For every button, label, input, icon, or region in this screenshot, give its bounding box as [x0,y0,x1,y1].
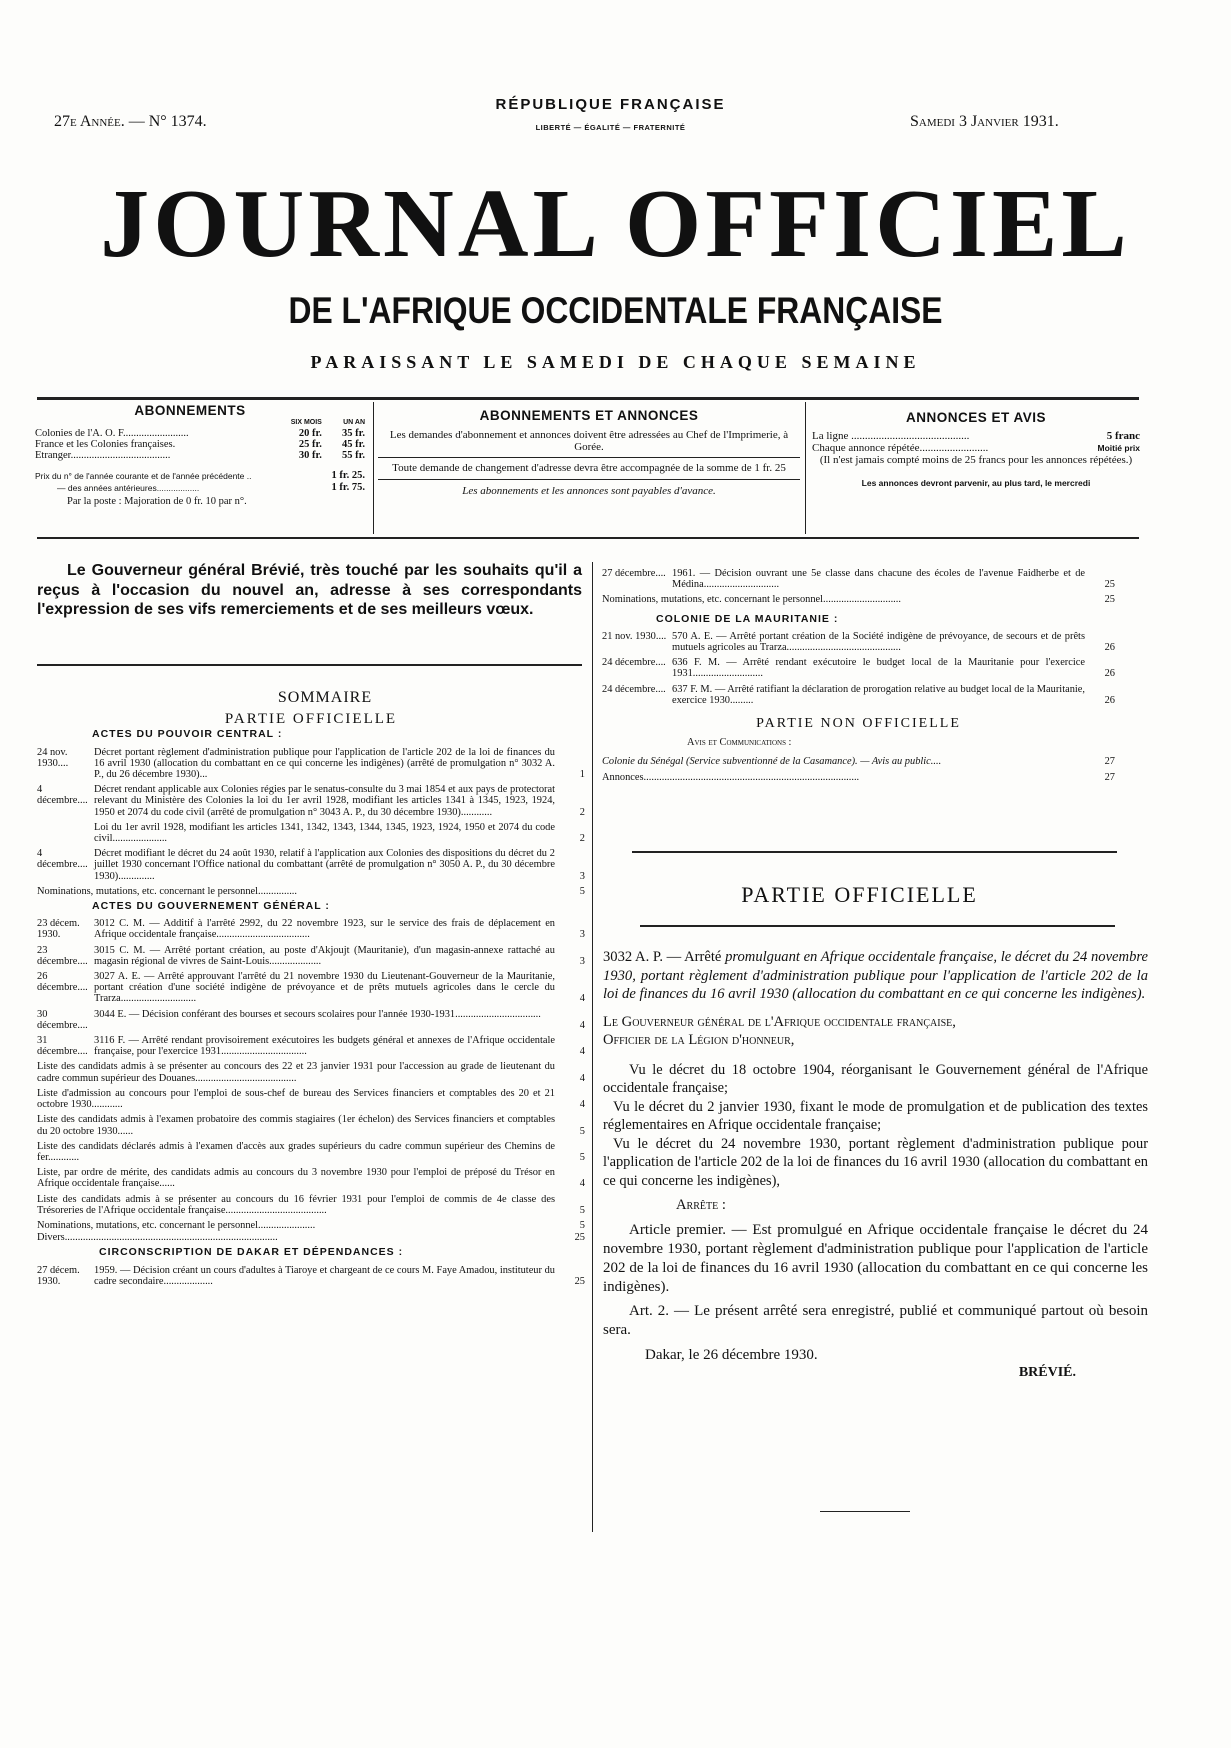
ad-deadline: Les annonces devront parvenir, au plus tard, le mercredi [861,478,1091,488]
price-current-label: Prix du n° de l'année courante et de l'année précédente .. [35,471,252,481]
minimum-note: (Il n'est jamais compté moins de 25 francs pour les annonces répétées.) [819,454,1133,466]
issue-date: Samedi 3 Janvier 1931. [910,113,1059,130]
list-item: Nominations, mutations, etc. concernant le personnel............... 5 [37,885,585,897]
line-price-label: La ligne ........................................... [812,430,970,442]
list-item: 27 décem. 1930. 1959. — Décision créant un cours d'adultes à Tiaroye et chargeant de ce cours M. Faye Amadou, instituteur du cadre secondaire................... 25 [37,1264,585,1287]
article-1: Article premier. — Est promulgué en Afrique occidentale française le décret du 24 novembre 1930, portant règlement d'administration publique pour l'application de l'article 202 de la loi de finances du 16 avril 1930 (allocation du combattant en ce qui concerne les indigènes). [603,1221,1148,1295]
abonnements-title: ABONNEMENTS [134,403,246,418]
greeting-rule [37,664,582,666]
new-year-greeting: Le Gouverneur général Brévié, très touché par les souhaits qu'il a reçus à l'occasion du nouvel an, adresse à ses correspondants l'expression de ses vifs remerciements et de ses meilleurs vœux. [37,562,582,618]
publication-frequency: PARAISSANT LE SAMEDI DE CHAQUE SEMAINE [310,352,921,372]
line-price-value: 5 franc [1106,430,1140,442]
annonces-avis-column [812,412,1140,540]
list-item: Liste des candidats admis à se présenter au concours du 16 février 1931 pour l'emploi de commis de 4e classe des Trésoreries de l'Afrique occidentale française....................................... 5 [37,1193,585,1216]
list-item: Loi du 1er avril 1928, modifiant les articles 1341, 1342, 1343, 1344, 1345, 1923, 1924, 1950 et 2074 du code civil..................... 2 [94,821,585,845]
subscription-address-text: Les demandes d'abonnement et annonces doivent être adressées au Chef de l'Imprimerie, à Gorée. [389,429,789,453]
col-one-year: UN AN [343,419,365,426]
col-six-months: SIX MOIS [290,419,322,426]
list-item: 31 décembre.... 3116 F. — Arrêté rendant provisoirement exécutoires les budgets général et annexes de l'Afrique occidentale française, pour l'exercice 1931................................. 4 [37,1035,585,1058]
list-item: Liste des candidats admis à se présenter au concours des 22 et 23 janvier 1931 pour l'accession au grade de lieutenant du cadre commun supérieur des Douanes....................................... 4 [37,1061,585,1084]
address-change-text: Toute demande de changement d'adresse devra être accompagnée de la somme de 1 fr. 25 [392,462,786,474]
motto: LIBERTÉ — ÉGALITÉ — FRATERNITÉ [535,123,686,132]
avis-communications-label: Avis et Communications : [687,737,792,749]
list-item: 24 décembre.... 637 F. M. — Arrêté ratifiant la déclaration de prorogation relative au budget local de la Mauritanie, exercice 1930......... 26 [602,683,1115,706]
subscription-prices-table [35,417,365,461]
issue-number: 27e Année. — N° 1374. [54,113,207,130]
republic-label: RÉPUBLIQUE FRANÇAISE [495,96,726,113]
annonces-avis-title: ANNONCES ET AVIS [905,410,1046,425]
table-row: Colonies de l'A. O. F......................... 20 fr. 35 fr. [35,428,365,439]
closing-rule [820,1511,910,1512]
section-pouvoir-central: ACTES DU POUVOIR CENTRAL : [92,728,283,741]
list-item: Liste, par ordre de mérite, des candidats admis au concours du 3 novembre 1930 pour l'emploi de préposé du Trésor en Afrique occidentale française...... 4 [37,1167,585,1190]
sommaire-left [37,689,585,1291]
journal-title: JOURNAL OFFICIEL [100,170,1131,278]
sommaire-end-rule [632,851,1117,853]
heading-rule [640,925,1115,927]
list-item: 23 décem. 1930. 3012 C. M. — Additif à l'arrêté 2992, du 22 novembre 1923, sur le service des frais de déplacement en Afrique occidentale française.................................... 3 [37,918,585,941]
annonces-inner-rule [378,457,800,458]
abonnements-column [35,405,365,533]
partie-officielle-label: PARTIE OFFICIELLE [224,711,398,728]
list-item: 24 décembre.... 636 F. M. — Arrêté rendant exécutoire le budget local de la Mauritanie pour l'exercice 1931........................... 26 [602,657,1115,680]
arrete-title [603,948,1148,1004]
abonnements-annonces-column [378,410,800,538]
section-mauritanie: COLONIE DE LA MAURITANIE : [656,612,839,625]
list-item: 4 décembre.... Décret rendant applicable aux Colonies régies par le senatus-consulte du 3 mai 1854 et aux pays de protectorat relevant du Ministère des Colonies la loi du 1er avril 1928, modifiant les articles 1341 à 1345, 1923, 1924, 1950 et 2074 du code civil (arrêté de promulgation n° 3043 A. P., du 30 décembre 1930)............ 2 [37,784,585,818]
arrete-reference: 3032 A. P. — Arrêté [603,949,722,965]
sommaire-right [602,568,1115,787]
price-previous-value: 1 fr. 75. [331,482,365,493]
info-box-divider-1 [373,402,374,534]
annonces-inner-rule-2 [378,479,800,480]
officer-title: Officier de la Légion d'honneur, [603,1032,795,1048]
list-item: Liste des candidats admis à l'examen probatoire des commis stagiaires (1er échelon) des Services financiers et comptables du 20 octobre 1930...... 5 [37,1114,585,1137]
vu-3: Vu le décret du 24 novembre 1930, portant règlement d'administration publique pour l'application de l'article 202 de la loi de finances du 16 avril 1930 (allocation du combattant en ce qui concerne les indigènes), [603,1135,1148,1189]
list-item: 4 décembre.... Décret modifiant le décret du 24 août 1930, relatif à l'application aux Colonies des dispositions du décret du 2 juillet 1930 concernant l'Office national du combattant (arrêté de promulgation n° 3050 A. P., du 30 décembre 1930).............. 3 [37,848,585,882]
vu-2: Vu le décret du 2 janvier 1930, fixant le mode de promulgation et de publication des textes réglementaires en Afrique occidentale française; [603,1098,1148,1133]
list-item: Annonces................................................................................... 27 [602,771,1115,783]
table-row: France et les Colonies françaises. 25 fr. 45 fr. [35,439,365,450]
list-item: Liste des candidats déclarés admis à l'examen d'accès aux grades supérieurs du cadre commun supérieur des Chemins de fer............ 5 [37,1140,585,1163]
info-box-top-rule [37,397,1139,400]
list-item: 23 décembre.... 3015 C. M. — Arrêté portant création, au poste d'Akjoujt (Mauritanie), d'un magasin-annexe rattaché au magasin régional de vivres de Saint-Louis.................... 3 [37,944,585,967]
place-date: Dakar, le 26 décembre 1930. [645,1346,818,1363]
info-box-divider-2 [805,402,806,534]
postal-surcharge: Par la poste : Majoration de 0 fr. 10 par n°. [67,496,247,507]
article-2: Art. 2. — Le présent arrêté sera enregistré, publié et communiqué partout où besoin sera. [603,1302,1148,1338]
section-dakar: CIRCONSCRIPTION DE DAKAR ET DÉPENDANCES : [99,1246,404,1259]
list-item: 21 nov. 1930.... 570 A. E. — Arrêté portant création de la Société indigène de prévoyance, de secours et de prêts mutuels agricoles au Trarza............................................ 26 [602,630,1115,654]
column-divider [592,562,593,1532]
partie-non-officielle-label: PARTIE NON OFFICIELLE [756,716,961,732]
list-item: Colonie du Sénégal (Service subventionné de la Casamance). — Avis au public.... 27 [602,756,1115,768]
section-gouvernement-general: ACTES DU GOUVERNEMENT GÉNÉRAL : [92,900,330,913]
governor-title: Le Gouverneur général de l'Afrique occidentale française, [603,1013,956,1030]
table-row: Etranger...................................... 30 fr. 55 fr. [35,450,365,461]
list-item: Nominations, mutations, etc. concernant le personnel.............................. 25 [602,594,1115,606]
price-previous-label: — des années antérieures.................. [57,483,200,493]
journal-subtitle: DE L'AFRIQUE OCCIDENTALE FRANÇAISE [288,290,943,331]
price-current-value: 1 fr. 25. [331,470,365,481]
sommaire-title: SOMMAIRE [277,689,373,706]
list-item: 27 décembre.... 1961. — Décision ouvrant une 5e classe dans chacune des écoles de l'avenue Faidherbe et de Médina............................. 25 [602,568,1115,591]
list-item: 24 nov. 1930.... Décret portant règlement d'administration publique pour l'application de l'article 202 de la loi de finances du 16 avril 1930 (allocation du combattant en ce qui concerne les indigènes) (arrêté de promulgation n° 3032 A. P., du 26 décembre 1930)... 1 [37,746,585,781]
list-item: 30 décembre.... 3044 E. — Décision conférant des bourses et secours scolaires pour l'année 1930-1931................................. 4 [37,1008,585,1031]
payment-note: Les abonnements et les annonces sont payables d'avance. [462,485,716,497]
arrete-title-text: promulguant en Afrique occidentale française, le décret du 24 novembre 1930, portant règlement d'administration publique pour l'application de l'article 202 de la loi de finances du 16 avril 1930 (allocation du combattant en ce qui concerne les indigènes). [603,949,1148,1002]
list-item: 26 décembre.... 3027 A. E. — Arrêté approuvant l'arrêté du 21 novembre 1930 du Lieutenant-Gouverneur de la Mauritanie, portant création d'une société indigène de prévoyance et de prêts mutuels agricoles dans le cercle du Trarza............................. 4 [37,971,585,1005]
list-item: Divers.................................................................................. 25 [37,1232,585,1244]
repeat-price-label: Chaque annonce répétée......................... [812,442,989,454]
signature: BRÉVIÉ. [1018,1365,1076,1380]
abonnements-annonces-title: ABONNEMENTS ET ANNONCES [479,408,699,423]
repeat-price-value: Moitié prix [1097,443,1140,453]
list-item: Liste d'admission au concours pour l'emploi de sous-chef de bureau des Services financiers et comptables des 20 et 21 octobre 1930............ 4 [37,1087,585,1111]
arrete-body [603,948,1148,1383]
vu-1: Vu le décret du 18 octobre 1904, réorganisant le Gouvernement général de l'Afrique occidentale française; [603,1061,1148,1096]
partie-officielle-heading: PARTIE OFFICIELLE [741,882,978,907]
arrete-label: Arrête : [676,1197,726,1213]
list-item: Nominations, mutations, etc. concernant le personnel...................... 5 [37,1219,585,1231]
